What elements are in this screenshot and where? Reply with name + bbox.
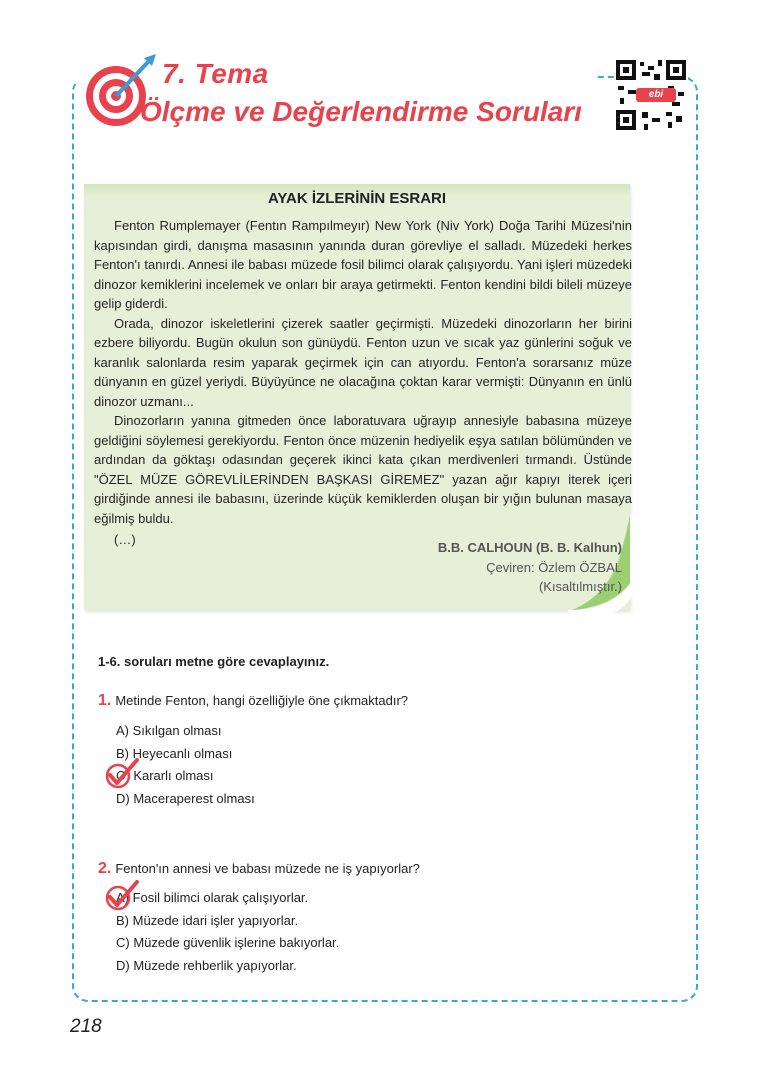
- questions-instruction: 1-6. soruları metne göre cevaplayınız.: [98, 654, 330, 669]
- question-2-options: [116, 887, 339, 977]
- question-text: Metinde Fenton, hangi özelliğiyle öne çıkmaktadır?: [115, 693, 409, 708]
- story-ellipsis: (…): [114, 532, 136, 547]
- option-d[interactable]: D) Maceraperest olması: [116, 790, 255, 806]
- question-text: Fenton'ın annesi ve babası müzede ne iş yapıyorlar?: [115, 861, 420, 876]
- option-c[interactable]: C) Kararlı olması: [116, 768, 214, 783]
- theme-title: 7. Tema: [162, 58, 269, 89]
- story-author: B.B. CALHOUN (B. B. Kalhun): [437, 540, 622, 555]
- story-note: (Kısaltılmıştır.): [538, 579, 622, 594]
- option-a[interactable]: A) Sıkılgan olması: [116, 723, 222, 738]
- story-translator: Çeviren: Özlem ÖZBAL: [486, 559, 622, 575]
- page-number: 218: [70, 1016, 102, 1037]
- story-paragraph: Orada, dinozor iskeletlerini çizerek saatler geçirmişti. Müzedeki dinozorların her birini ezbere biliyordu. Bugün okulun son günüydü. Fenton uzun ve sıcak yaz günlerini soğuk ve karanlık salonlarda resim yaparak geçirmek için can atıyordu. Fenton'a sorarsanız müze dünyanın en güzel yeriydi. Büyüyünce ne olacağına çoktan karar vermişti: Dünyanın en ünlü dinozor uzmanı...: [94, 315, 632, 409]
- story-paragraph: Dinozorların yanına gitmeden önce laboratuvara uğrayıp annesiyle babasına müzeye geldiğini söylemesi gerekiyordu. Fenton önce müzenin hediyelik eşya satılan bölümünden ve ardından da göktaşı odasından geçerek ikinci kata çıkan merdivenleri tırmandı. Üstünde "ÖZEL MÜZE GÖREVLİLERİNDEN BAŞKASI GİREMEZ" yazan ağır kapıyı iterek içeri girdiğinde annesi ile babasını, üzerinde küçük kemiklerden oluşan bir yığın bulunan masaya eğilmiş buldu.: [94, 413, 632, 526]
- story-credits: [400, 538, 622, 597]
- option-b[interactable]: B) Müzede idari işler yapıyorlar.: [116, 912, 299, 928]
- ebi-label: ebi: [636, 88, 676, 102]
- story-paragraph: Fenton Rumplemayer (Fentın Rampılmeyır) New York (Niv York) Doğa Tarihi Müzesi'nin kapısından girdi, danışma masasının yanında duran görevliye el salladı. Müzedeki herkes Fenton'ı tanırdı. Annesi ile babası müzede fosil bilimci olarak çalışıyordu. Yani işleri müzedeki dinozor kemiklerini incelemek ve onları bir araya getirmekti. Fenton kendini bildi bileli müzeye gelip giderdi.: [94, 218, 632, 311]
- question-number: 2.: [98, 860, 112, 877]
- question-1: [98, 692, 408, 710]
- option-a[interactable]: A) Fosil bilimci olarak çalışıyorlar.: [116, 890, 309, 905]
- question-2: [98, 860, 420, 878]
- checkmark-icon: [104, 758, 140, 790]
- checkmark-icon: [104, 880, 140, 912]
- story-title: AYAK İZLERİNİN ESRARI: [267, 190, 447, 207]
- theme-subtitle: Ölçme ve Değerlendirme Soruları: [140, 96, 582, 127]
- question-number: 1.: [98, 692, 112, 709]
- option-d[interactable]: D) Müzede rehberlik yapıyorlar.: [116, 957, 297, 973]
- option-c[interactable]: C) Müzede güvenlik işlerine bakıyorlar.: [116, 935, 340, 950]
- option-b[interactable]: B) Heyecanlı olması: [116, 745, 233, 761]
- story-body: [94, 216, 632, 550]
